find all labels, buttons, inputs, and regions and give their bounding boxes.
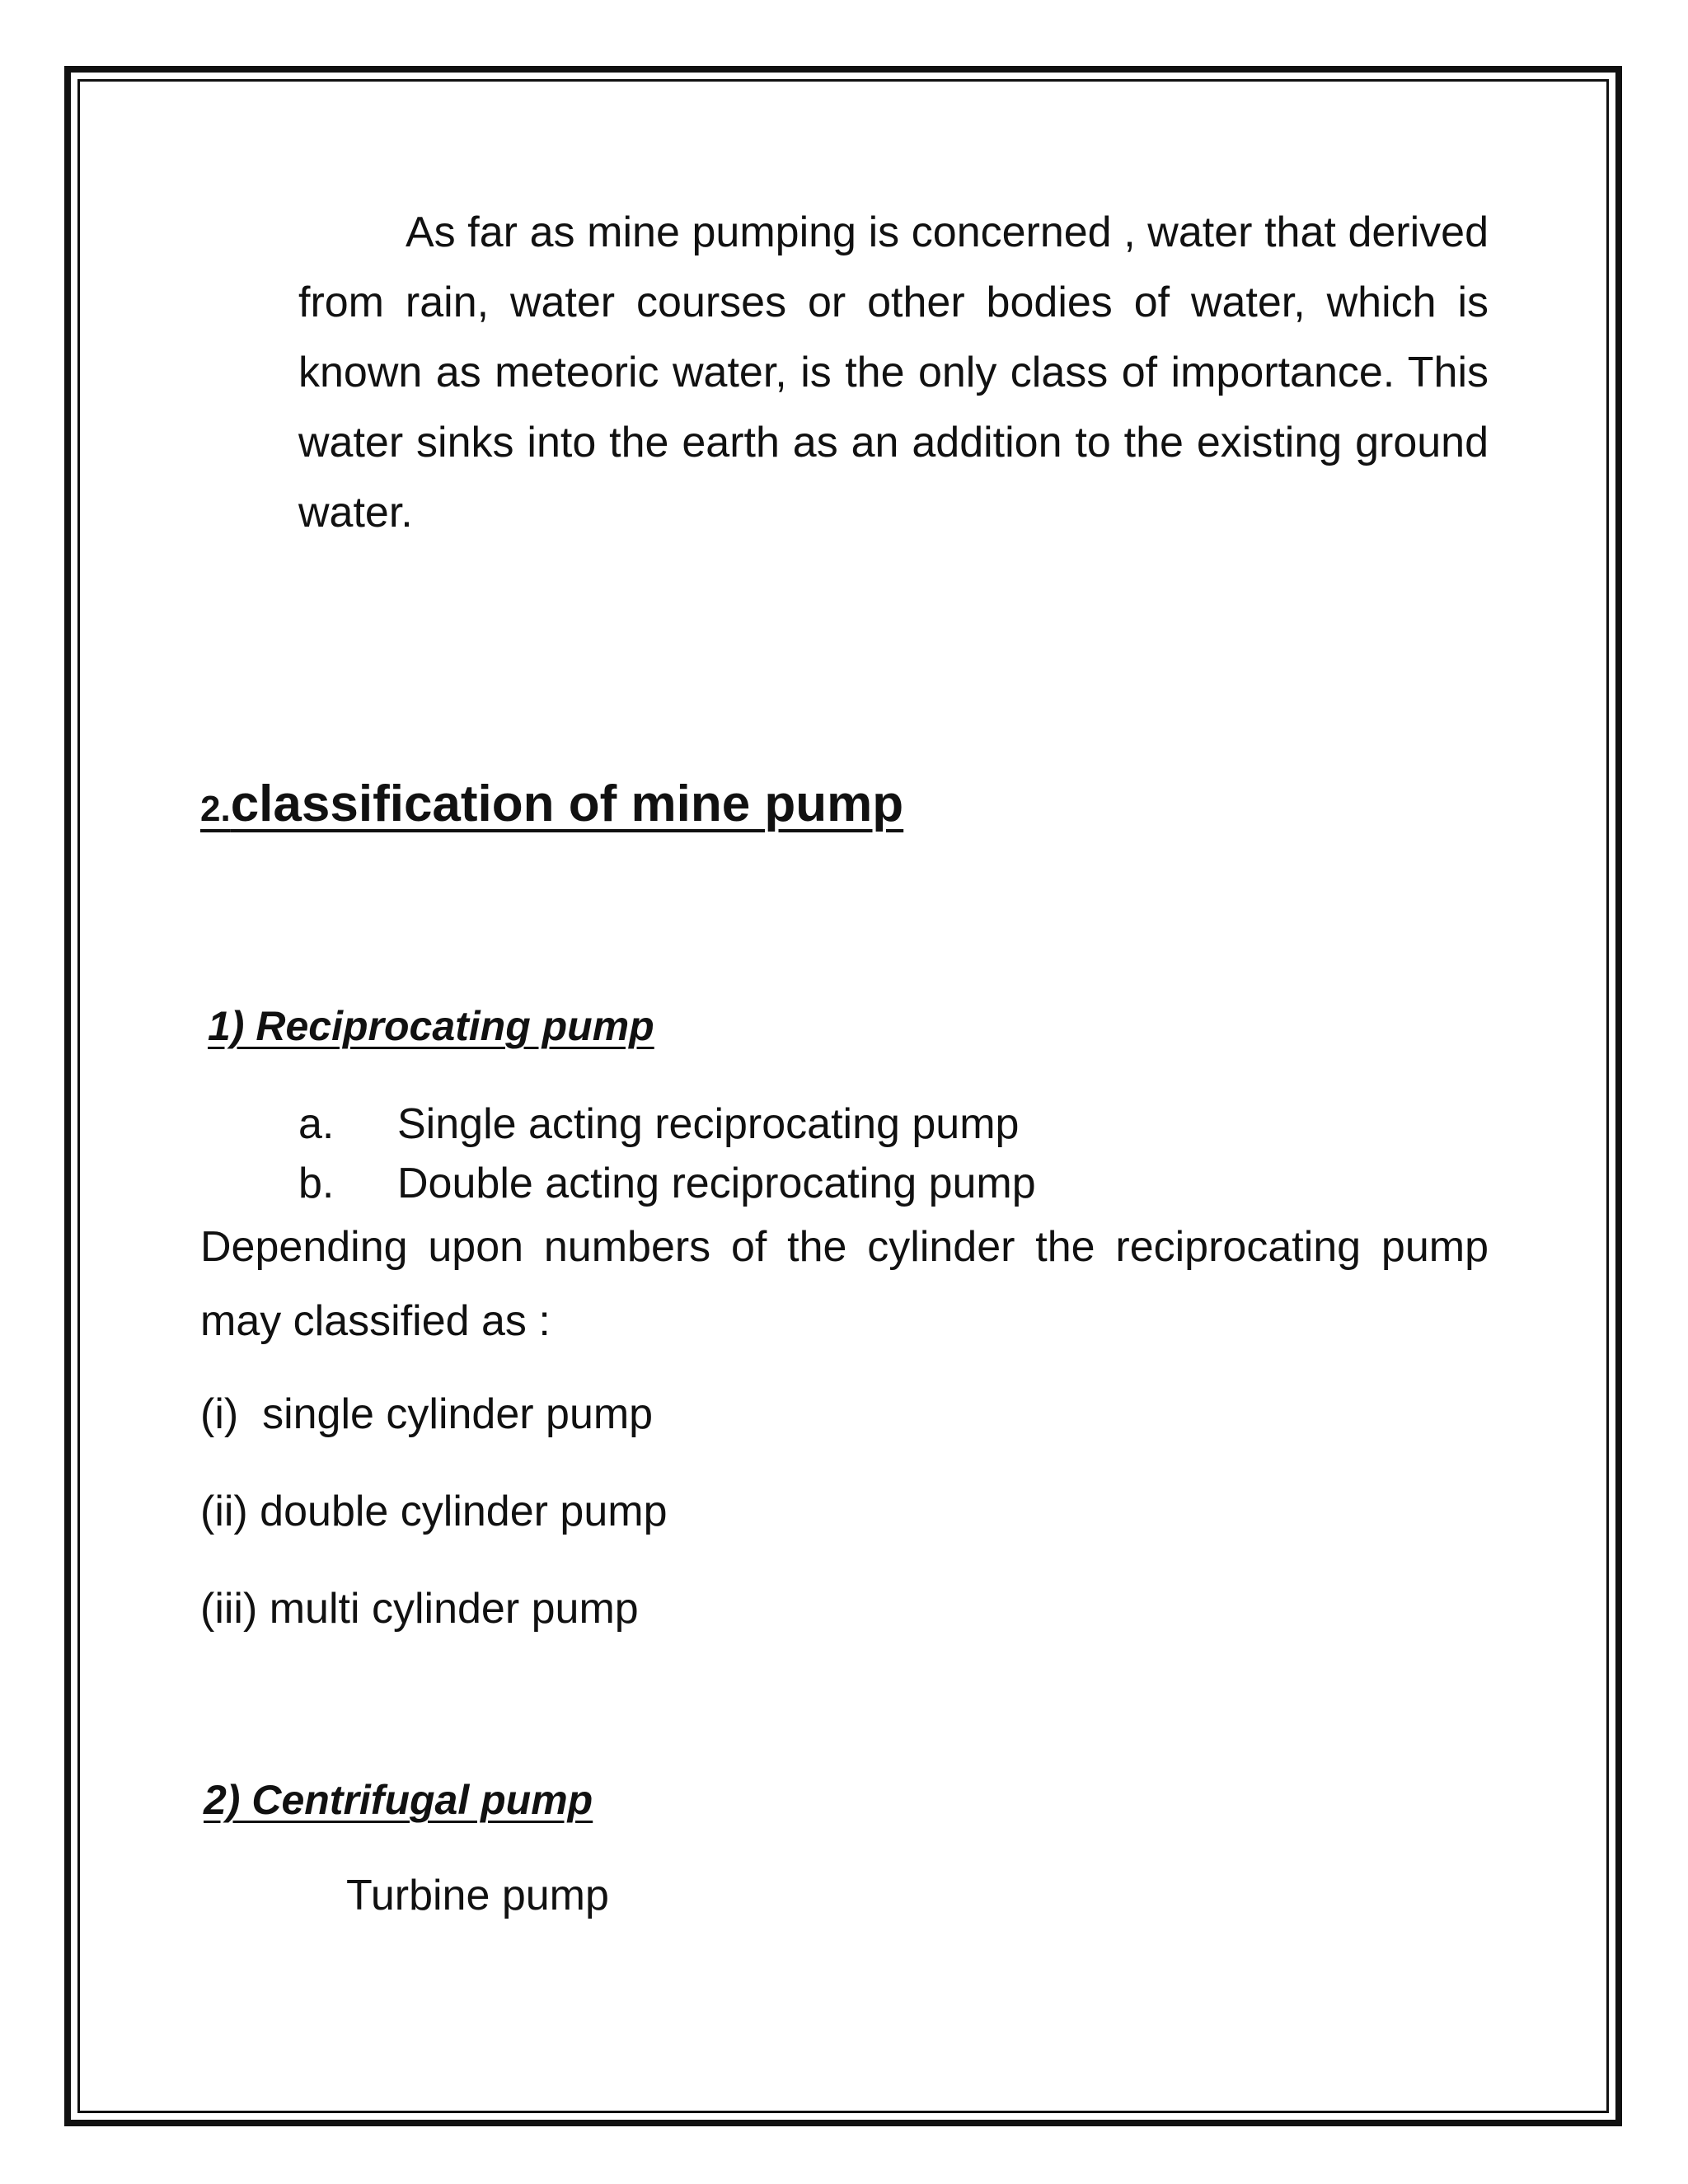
list-item [298, 1099, 1287, 1149]
list-item-label: Double acting reciprocating pump [397, 1160, 1036, 1207]
centrifugal-pump-heading: 2) Centrifugal pump [204, 1777, 593, 1823]
list-item-label: Single acting reciprocating pump [397, 1100, 1020, 1148]
list-marker: a. [298, 1100, 335, 1148]
section-number: 2. [200, 789, 231, 829]
list-item: (iii) multi cylinder pump [200, 1585, 639, 1633]
reciprocating-pump-heading: 1) Reciprocating pump [208, 1003, 654, 1049]
intro-paragraph: As far as mine pumping is concerned , water that derived from rain, water courses or other bodies of water, which is known as meteoric water, is the only class of importance. This water sinks into the earth as an addition to the existing ground water. [298, 209, 1489, 537]
list-marker: b. [298, 1160, 335, 1207]
list-item: (i) single cylinder pump [200, 1390, 654, 1438]
list-item [298, 1159, 1287, 1208]
section-heading [200, 775, 903, 833]
section-title: classification of mine pump [230, 776, 904, 832]
turbine-pump-item: Turbine pump [346, 1872, 609, 1919]
depending-paragraph: Depending upon numbers of the cylinder the reciprocating pump may classified as : [200, 1223, 1489, 1345]
list-item: (ii) double cylinder pump [200, 1488, 668, 1535]
